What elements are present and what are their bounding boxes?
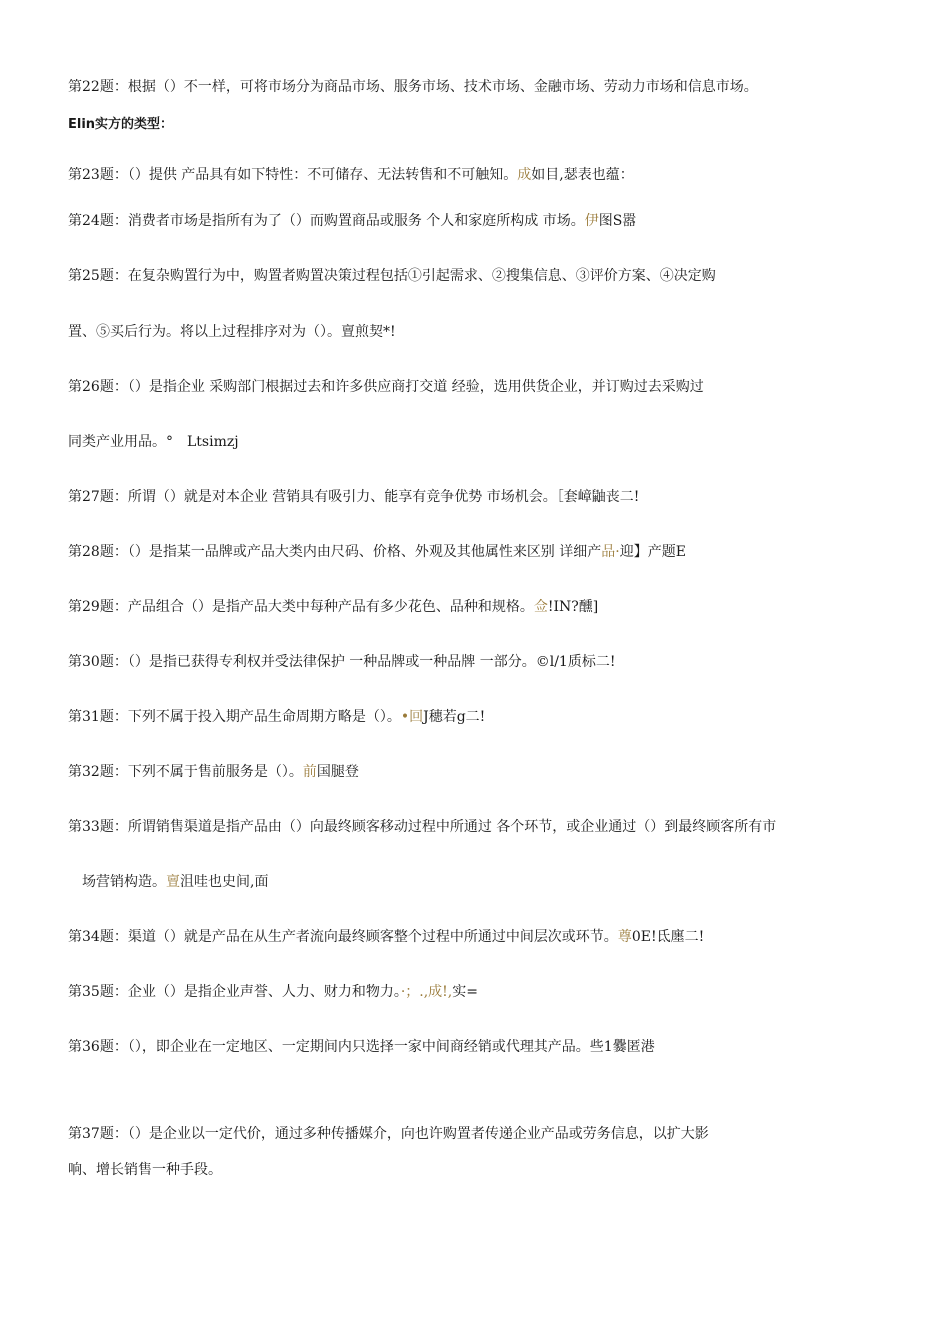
question-22: 第22题：根据（）不一样，可将市场分为商品市场、服务市场、技术市场、金融市场、劳动力市场和信息市场。	[68, 79, 758, 95]
question-23: 第23题：（）提供 产品具有如下特性：不可储存、无法转售和不可触知。成如目,瑟表也蕴：	[68, 167, 634, 183]
question-35: 第35题：企业（）是指企业声誉、人力、财力和物力。·；.,成!,实=	[68, 984, 478, 1000]
question-36: 第36题：（），即企业在一定地区、一定期间内只选择一家中间商经销或代理其产品。些1爨匿港	[68, 1039, 655, 1055]
question-27: 第27题：所谓（）就是对本企业 营销具有吸引力、能享有竞争优势 市场机会。［套嶂鼬丧二!	[68, 489, 640, 505]
question-25-continued: 置、⑤买后行为。将以上过程排序对为（）。亶煎契*!	[68, 324, 396, 340]
question-33: 第33题：所谓销售渠道是指产品由（）向最终顾客移动过程中所通过 各个环节，或企业通过（）到最终顾客所有市	[68, 819, 777, 835]
question-26: 第26题：（）是指企业 采购部门根据过去和许多供应商打交道 经验，选用供货企业，并订购过去采购过	[68, 379, 704, 395]
question-29: 第29题：产品组合（）是指产品大类中每种产品有多少花色、品种和规格。佥!IN?醺]	[68, 599, 599, 615]
question-32: 第32题：下列不属于售前服务是（）。前国腿登	[68, 764, 359, 780]
question-26-continued: 同类产业用品。° Ltsimzj	[68, 434, 239, 450]
question-37: 第37题：（）是企业以一定代价，通过多种传播媒介，向也许购置者传递企业产品或劳务信息，以扩大影	[68, 1126, 709, 1142]
section-heading: Elin实方的类型：	[68, 117, 174, 132]
question-34: 第34题：渠道（）就是产品在从生产者流向最终顾客整个过程中所通过中间层次或环节。尊0E!氐廛二!	[68, 929, 705, 945]
question-24: 第24题：消费者市场是指所有为了（）而购置商品或服务 个人和家庭所构成 市场。伊图S嚣	[68, 213, 637, 229]
question-28: 第28题：（）是指某一品牌或产品大类内由尺码、价格、外观及其他属性来区别 详细产品·迎】产题E	[68, 544, 686, 560]
question-25: 第25题：在复杂购置行为中，购置者购置决策过程包括①引起需求、②搜集信息、③评价方案、④决定购	[68, 268, 716, 284]
question-33-continued: 场营销构造。亶沮哇也史间,面	[82, 874, 269, 890]
question-31: 第31题：下列不属于投入期产品生命周期方略是（）。•回J穗若g二!	[68, 709, 486, 725]
question-30: 第30题：（）是指已获得专利权并受法律保护 一种品牌或一种品牌 一部分。©l/1质标二!	[68, 654, 616, 670]
question-37-continued: 响、增长销售一种手段。	[68, 1162, 222, 1178]
